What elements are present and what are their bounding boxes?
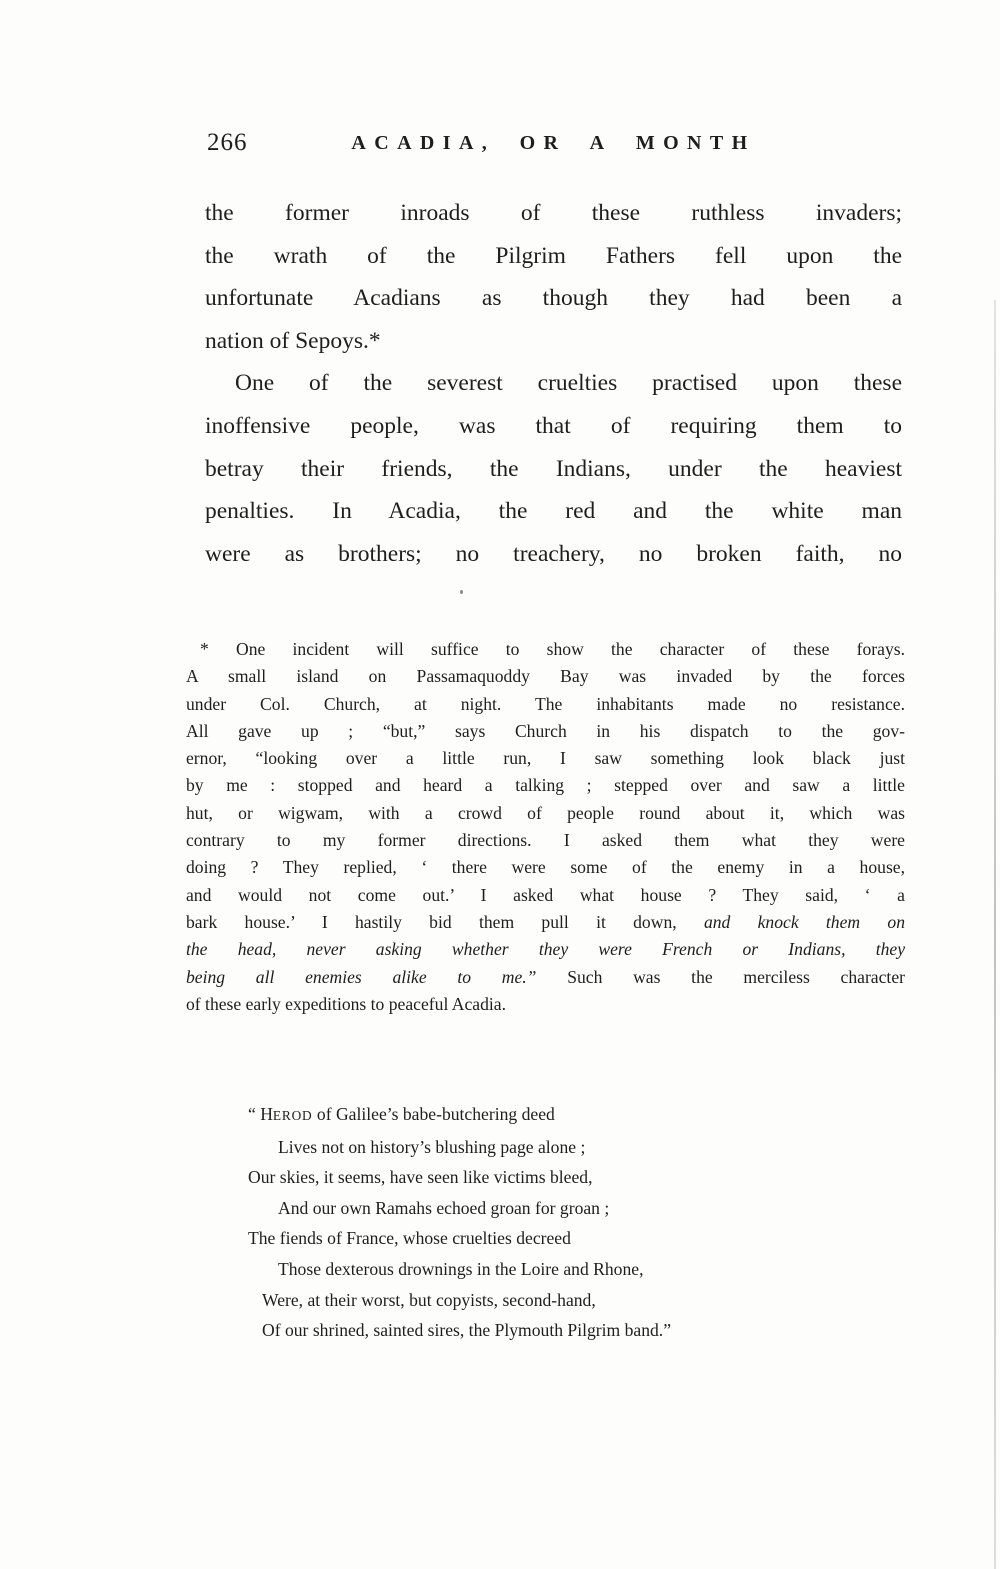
text-line <box>186 936 905 963</box>
text-line <box>248 1254 908 1285</box>
italic-text: the head, never asking whether they were French or Indians, they <box>186 939 905 960</box>
text-line <box>186 800 905 827</box>
text-line <box>186 854 905 881</box>
text-line <box>186 691 905 718</box>
text-line <box>205 192 902 235</box>
text-segment: Those dexterous drownings in the Loire and Rhone, <box>278 1258 644 1279</box>
text-segment: and would not come out.’ I asked what house ? They said, ‘ a <box>186 884 905 905</box>
text-segment: unfortunate Acadians as though they had been a <box>205 285 902 312</box>
text-line <box>205 277 902 320</box>
italic-text: and knock them on <box>703 911 906 932</box>
scan-edge-artifact <box>994 300 996 1569</box>
text-segment: were as brothers; no treachery, no broken faith, no <box>205 540 902 567</box>
text-line <box>205 320 902 363</box>
text-segment: One of the severest cruelties practised upon these <box>235 370 902 397</box>
text-segment: hut, or wigwam, with a crowd of people round about it, which was <box>186 802 905 823</box>
text-segment: of Galilee’s babe-butchering deed <box>312 1104 555 1124</box>
text-segment: And our own Ramahs echoed groan for groan ; <box>278 1197 610 1218</box>
text-segment: The fiends of France, whose cruelties decreed <box>248 1228 571 1249</box>
text-segment: of these early expeditions to peaceful Acadia. <box>186 993 506 1014</box>
text-segment: the former inroads of these ruthless invaders; <box>205 200 902 226</box>
smallcaps-text: EROD <box>272 1108 313 1123</box>
text-line <box>186 909 905 936</box>
text-line <box>248 1285 908 1316</box>
text-segment: betray their friends, the Indians, under the heaviest <box>205 455 902 482</box>
text-segment: Lives not on history’s blushing page alone ; <box>278 1136 586 1157</box>
page-number: 266 <box>207 129 248 156</box>
text-line <box>248 1132 908 1163</box>
text-segment: “ H <box>248 1104 273 1124</box>
text-segment: A small island on Passamaquoddy Bay was invaded by the forces <box>186 666 905 687</box>
text-segment: * One incident will suffice to show the character of these forays. <box>200 639 905 659</box>
text-line <box>186 663 905 690</box>
text-line <box>248 1223 908 1254</box>
body-text <box>205 192 902 575</box>
text-line <box>186 964 905 991</box>
text-segment: doing ? They replied, ‘ there were some of the enemy in a house, <box>186 857 905 878</box>
text-line <box>205 533 902 576</box>
text-line <box>186 772 905 799</box>
text-segment: Were, at their worst, but copyists, second-hand, <box>262 1289 596 1310</box>
text-line <box>186 636 905 663</box>
text-segment: bark house.’ I hastily bid them pull it down, <box>186 911 704 932</box>
text-line <box>186 745 905 772</box>
text-line <box>248 1099 908 1132</box>
text-segment: penalties. In Acadia, the red and the white man <box>205 498 902 525</box>
text-line <box>205 490 902 533</box>
scan-speck-artifact <box>460 590 463 594</box>
text-line <box>186 718 905 745</box>
text-segment: the wrath of the Pilgrim Fathers fell upon the <box>205 242 902 269</box>
text-line <box>186 991 905 1018</box>
footnote <box>186 636 905 1018</box>
text-segment: under Col. Church, at night. The inhabitants made no resistance. <box>186 693 905 714</box>
text-line <box>205 235 902 278</box>
text-segment: Of our shrined, sainted sires, the Plymouth Pilgrim band.” <box>262 1320 672 1341</box>
italic-text: being all enemies alike to me.” <box>186 966 537 987</box>
text-segment: Our skies, it seems, have seen like victims bleed, <box>248 1167 593 1188</box>
text-line <box>186 827 905 854</box>
text-line <box>186 882 905 909</box>
text-segment: All gave up ; “but,” says Church in his dispatch to the gov- <box>186 720 905 741</box>
text-segment: nation of Sepoys.* <box>205 327 381 354</box>
text-segment: ernor, “looking over a little run, I saw something look black just <box>186 748 905 769</box>
text-line <box>248 1162 908 1193</box>
poem <box>248 1099 908 1346</box>
text-segment: inoffensive people, was that of requiring them to <box>205 412 902 439</box>
text-line <box>205 362 902 405</box>
text-segment: by me : stopped and heard a talking ; stepped over and saw a little <box>186 775 905 796</box>
text-segment: contrary to my former directions. I asked them what they were <box>186 830 905 851</box>
text-line <box>248 1193 908 1224</box>
running-header: ACADIA, OR A MONTH <box>351 132 756 154</box>
text-line <box>248 1315 908 1346</box>
text-line <box>205 448 902 491</box>
text-line <box>205 405 902 448</box>
page-header <box>205 128 902 162</box>
text-segment: Such was the merciless character <box>536 966 905 987</box>
